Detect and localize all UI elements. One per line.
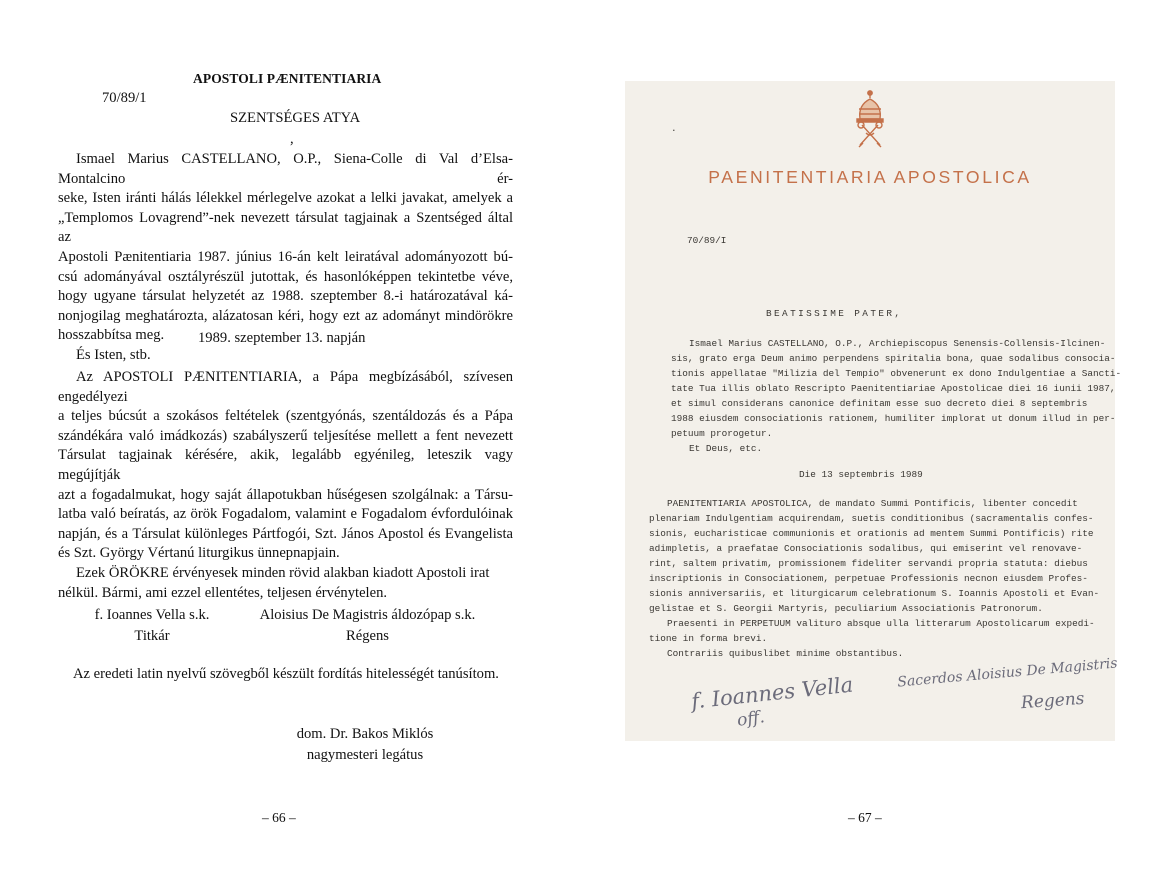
scan-line: Et Deus, etc. [689,443,763,454]
text-line: Ismael Marius CASTELLANO, O.P., Siena-Colle di Val d’Elsa-Montalcino ér- [58,151,513,187]
signatory-secretary [82,605,222,647]
closing-phrase: És Isten, stb. [76,346,151,363]
scan-line: adimpletis, a praefatae Consociationis sodalibus, qui emiserint vel renovave- [649,543,1083,554]
text-line: Az APOSTOLI PÆNITENTIARIA, a Pápa megbízásából, szívesen engedélyezi [58,369,513,405]
page-number: – 67 – [848,810,882,825]
text-line: hogy ugyane társulat helyzetét az 1988. szeptember 8.-i határozatával ká- [58,288,513,305]
scan-line: Praesenti in PERPETUUM valituro absque ulla litterarum Apostolicarum expedi- [667,618,1095,629]
text-line: a teljes búcsút a szokásos feltételek (szentgyónás, szentáldozás és a Pápa [58,408,513,425]
text-line: szándékára való imádkozás) szabályszerű teljesítése mellett a fent nevezett [58,427,513,444]
text-line: Társulat tagjainak kérésére, akik, legalább egyénileg, leteszik vagy megújítják [58,447,513,483]
scan-line: sionis anniversariis, et liturgicarum celebrationum S. Ioannis Apostoli et Evan- [649,588,1100,599]
stray-mark: , [290,131,294,147]
scan-dot: . [671,123,677,134]
scan-line: plenariam Indulgentiam acquirendam, suetis conditionibus (sacramentalis confes- [649,513,1094,524]
scan-line: sionis, eucharisticae communionis et orationis ad mentem Summi Pontificis) rite [649,528,1094,539]
text-line: csú adományával osztályrészül jutottak, és hasonlóképpen tekintetbe véve, [58,268,513,285]
salutation: SZENTSÉGES ATYA [230,110,361,126]
grant-paragraph [58,368,513,603]
page-number: – 66 – [262,810,296,825]
scan-line: rint, saltem privatim, promissionem fideliter servandi propria statuta: diebus [649,558,1088,569]
signatory-name: f. Ioannes Vella s.k. [94,607,210,623]
scan-line: inscriptionis in Consociationem, perpetuae Professionis necnon eiusdem Profes- [649,573,1088,584]
handwritten-signature-mark: off. [735,707,766,731]
signatory-role: Régens [346,628,389,644]
certification-statement: Az eredeti latin nyelvű szövegből készült fordítás hitelességét tanúsítom. [73,666,499,682]
scan-line: tate Tua illis oblato Rescripto Paenitentiariae Apostolicae diei 16 iunii 1987, [671,383,1116,394]
handwritten-signature-vella: f. Ioannes Vella [690,672,855,714]
scan-line: sis, grato erga Deum animo perpendens spiritalia bona, quae sodalibus consocia- [671,353,1116,364]
signatory-name: Aloisius De Magistris áldozópap s.k. [259,607,476,623]
scan-line: gelistae et S. Georgii Martyris, peculiarium Associationis Patronorum. [649,603,1043,614]
date: 1989. szeptember 13. napján [198,330,366,346]
text-line: latba való beíratás, az örök Fogadalom, valamint e Fogadalom évfordulóinak [58,506,513,523]
papal-tiara-keys-emblem-icon [846,89,894,151]
scan-line: 1988 eiusdem consociationis rationem, humiliter implorat ut donum illud in per- [671,413,1116,424]
translator-name: dom. Dr. Bakos Miklós [296,726,434,742]
scan-line: tione in forma brevi. [649,633,768,644]
scan-date: Die 13 septembris 1989 [799,469,923,480]
scan-line: Contrariis quibuslibet minime obstantibus. [667,648,904,659]
letterhead-title: PAENITENTIARIA APOSTOLICA [708,167,1032,187]
reference-number: 70/89/1 [102,90,147,106]
scan-line: et simul considerans canonice definitam esse suo decreto diei 8 septembris [671,398,1088,409]
scan-line: tionis appellatae "Milizia del Tempio" obvenerunt ex dono Indulgentiae a Sancti- [671,368,1122,379]
text-line: nonjogilag meghatározta, alázatosan kéri, hogy ezt az adományt mindörökre [58,307,513,324]
signatory-role: Titkár [134,628,170,644]
text-line: napján, és a Társulat különleges Pártfogói, Szt. János Apostol és Evangelista [58,525,513,542]
scan-grant [649,496,1099,661]
text-line: seke, Isten iránti hálás lélekkel mérlegelve azokat a lelki javakat, amelyek a [58,190,513,207]
text-line: „Templomos Lovagrend”-nek nevezett társulat tagjainak a Szentséged által az [58,209,513,246]
scanned-document [625,81,1122,741]
text-line: nélkül. Bármi, ami ezzel ellentétes, teljesen érvénytelen. [58,584,388,601]
scan-line: PAENITENTIARIA APOSTOLICA, de mandato Summi Pontificis, libenter concedit [667,498,1078,509]
translator-block [280,724,450,766]
text-line: Apostoli Pænitentiaria 1987. június 16-án kelt leiratával adományozott bú- [58,248,513,265]
scan-line: petuum prorogetur. [671,428,773,439]
document-title: APOSTOLI PÆNITENTIARIA [193,71,382,86]
text-line: hosszabbítsa meg. [58,327,165,344]
text-line: és Szt. György Vértanú liturgikus ünnepnapjain. [58,545,340,562]
signatory-regent [250,605,485,647]
scan-line: Ismael Marius CASTELLANO, O.P., Archiepiscopus Senensis-Collensis-Ilcinen- [689,338,1106,349]
scan-salutation: BEATISSIME PATER, [766,308,903,319]
right-page [576,0,1152,874]
text-line: azt a fogadalmukat, hogy saját állapotukban hűségesen szolgálnak: a Társu- [58,486,513,503]
text-line: Ezek ÖRÖKRE érvényesek minden rövid alakban kiadott Apostoli irat [76,564,490,581]
handwritten-signature-regens: Regens [1020,688,1086,714]
handwritten-signature-de-magistris: Sacerdos Aloisius De Magistris [896,655,1119,691]
translator-role: nagymesteri legátus [306,747,424,763]
scan-petition [671,336,1121,456]
scan-reference-number: 70/89/I [687,235,727,246]
